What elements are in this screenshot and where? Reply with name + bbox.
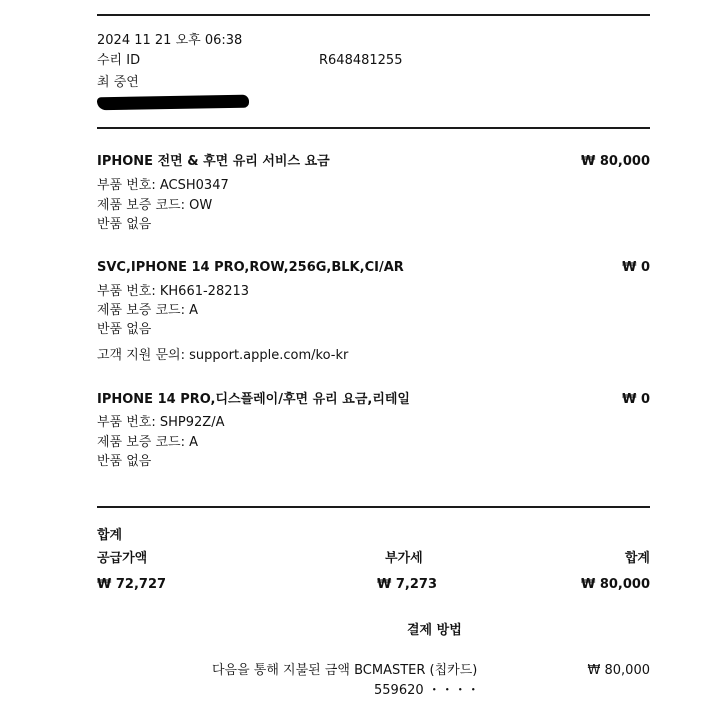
card-number: 559620 ・・・・ (374, 683, 480, 698)
item-return-status: 반품 없음 (97, 454, 152, 469)
supply-amount-label: 공급가액 (97, 551, 148, 566)
item-price: ₩ 0 (622, 392, 650, 407)
redaction-mark (97, 95, 249, 111)
support-contact: 고객 지원 문의: support.apple.com/ko-kr (97, 348, 349, 363)
item-title: SVC,IPHONE 14 PRO,ROW,256G,BLK,CI/AR (97, 260, 404, 275)
vat-label: 부가세 (385, 551, 423, 566)
vat-value: ₩ 7,273 (377, 577, 437, 592)
top-divider (97, 14, 650, 16)
payment-amount: ₩ 80,000 (587, 663, 650, 678)
item-price: ₩ 80,000 (580, 154, 650, 169)
receipt-datetime: 2024 11 21 오후 06:38 (97, 33, 243, 48)
item-title: IPHONE 14 PRO,디스플레이/후면 유리 요금,리테일 (97, 392, 410, 407)
supply-amount-value: ₩ 72,727 (97, 577, 167, 592)
item-title: IPHONE 전면 & 후면 유리 서비스 요금 (97, 154, 330, 169)
item-part-number: 부품 번호: KH661-28213 (97, 284, 250, 299)
item-warranty-code: 제품 보증 코드: A (97, 435, 199, 450)
item-part-number: 부품 번호: ACSH0347 (97, 178, 229, 193)
header-divider (97, 127, 650, 129)
item-warranty-code: 제품 보증 코드: OW (97, 198, 213, 213)
total-value: ₩ 80,000 (580, 577, 650, 592)
total-label: 합계 (624, 551, 650, 566)
item-return-status: 반품 없음 (97, 322, 152, 337)
customer-name: 최 중연 (97, 75, 139, 90)
totals-heading: 합계 (97, 528, 123, 543)
payment-method-heading: 결제 방법 (407, 623, 462, 638)
repair-id-value: R648481255 (319, 53, 403, 68)
repair-id-label: 수리 ID (97, 53, 141, 68)
items-divider (97, 506, 650, 508)
item-return-status: 반품 없음 (97, 217, 152, 232)
item-part-number: 부품 번호: SHP92Z/A (97, 415, 225, 430)
item-price: ₩ 0 (622, 260, 650, 275)
payment-description: 다음을 통해 지불된 금액 BCMASTER (칩카드) (212, 663, 478, 678)
item-warranty-code: 제품 보증 코드: A (97, 303, 199, 318)
